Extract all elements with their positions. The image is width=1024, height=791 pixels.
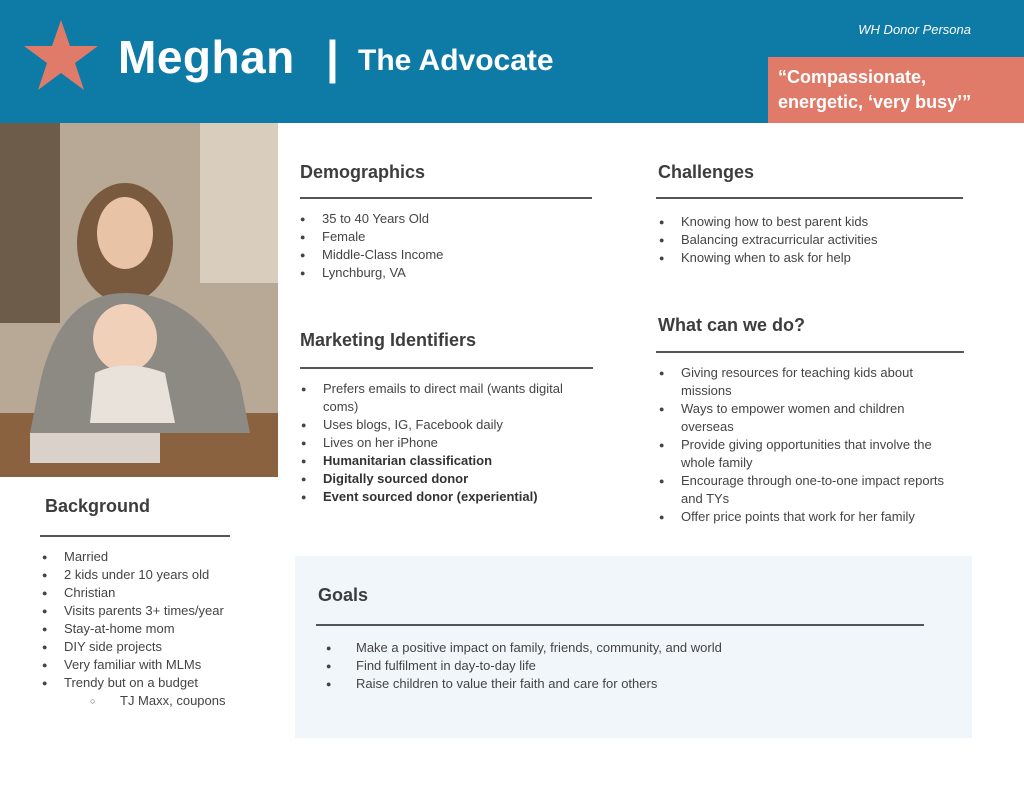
marketing-identifiers-list (301, 380, 576, 506)
list-item: ● Ways to empower women and children overseas (659, 400, 959, 436)
challenges-divider (656, 197, 963, 199)
challenges-list (659, 213, 969, 267)
what-can-we-do-list (659, 364, 959, 526)
star-icon (24, 20, 98, 90)
list-item: ● Balancing extracurricular activities (659, 231, 969, 249)
demographics-divider (300, 197, 592, 199)
goals-list (326, 639, 926, 693)
background-divider (40, 535, 230, 537)
list-item: ● Digitally sourced donor (301, 470, 576, 488)
list-item: ● Stay-at-home mom (42, 620, 282, 638)
list-item: ● Find fulfilment in day-to-day life (326, 657, 926, 675)
persona-name: Meghan (118, 31, 295, 83)
goals-title: Goals (318, 585, 369, 605)
demographics-title: Demographics (300, 162, 426, 182)
demographics-list (300, 210, 600, 282)
marketing-identifiers-divider (300, 367, 593, 369)
background-title: Background (45, 496, 151, 516)
list-item: ● Uses blogs, IG, Facebook daily (301, 416, 576, 434)
list-item: ● Provide giving opportunities that involve the whole family (659, 436, 959, 472)
persona-label: WH Donor Persona (858, 22, 971, 37)
list-sub-item: ○ TJ Maxx, coupons (42, 692, 282, 710)
list-item: ● Encourage through one-to-one impact reports and TYs (659, 472, 959, 508)
list-item: ● Lynchburg, VA (300, 264, 600, 282)
marketing-identifiers-title: Marketing Identifiers (300, 330, 477, 350)
list-item: ● Make a positive impact on family, friends, community, and world (326, 639, 926, 657)
goals-divider (316, 624, 924, 626)
persona-quote: “Compassionate, energetic, ‘very busy’” (768, 57, 1024, 123)
list-item: ● Christian (42, 584, 282, 602)
list-item: ● Trendy but on a budget (42, 674, 282, 692)
challenges-title: Challenges (658, 162, 755, 182)
persona-photo (0, 123, 278, 477)
list-item: ● Offer price points that work for her family (659, 508, 959, 526)
persona-role: The Advocate (358, 44, 554, 77)
persona-photo-illustration (0, 123, 278, 477)
what-can-we-do-divider (656, 351, 964, 353)
background-list (42, 548, 282, 710)
list-item: ● Married (42, 548, 282, 566)
list-item: ● Humanitarian classification (301, 452, 576, 470)
list-item: ● Very familiar with MLMs (42, 656, 282, 674)
title-separator: | (326, 31, 339, 83)
what-can-we-do-title: What can we do? (658, 315, 806, 335)
list-item: ● 2 kids under 10 years old (42, 566, 282, 584)
list-item: ● Lives on her iPhone (301, 434, 576, 452)
list-item: ● Female (300, 228, 600, 246)
list-item: ● Middle-Class Income (300, 246, 600, 264)
list-item: ● Knowing when to ask for help (659, 249, 969, 267)
list-item: ● 35 to 40 Years Old (300, 210, 600, 228)
list-item: ● Visits parents 3+ times/year (42, 602, 282, 620)
list-item: ● Raise children to value their faith and care for others (326, 675, 926, 693)
list-item: ● DIY side projects (42, 638, 282, 656)
list-item: ● Event sourced donor (experiential) (301, 488, 576, 506)
list-item: ● Prefers emails to direct mail (wants digital coms) (301, 380, 576, 416)
list-item: ● Giving resources for teaching kids about missions (659, 364, 959, 400)
list-item: ● Knowing how to best parent kids (659, 213, 969, 231)
